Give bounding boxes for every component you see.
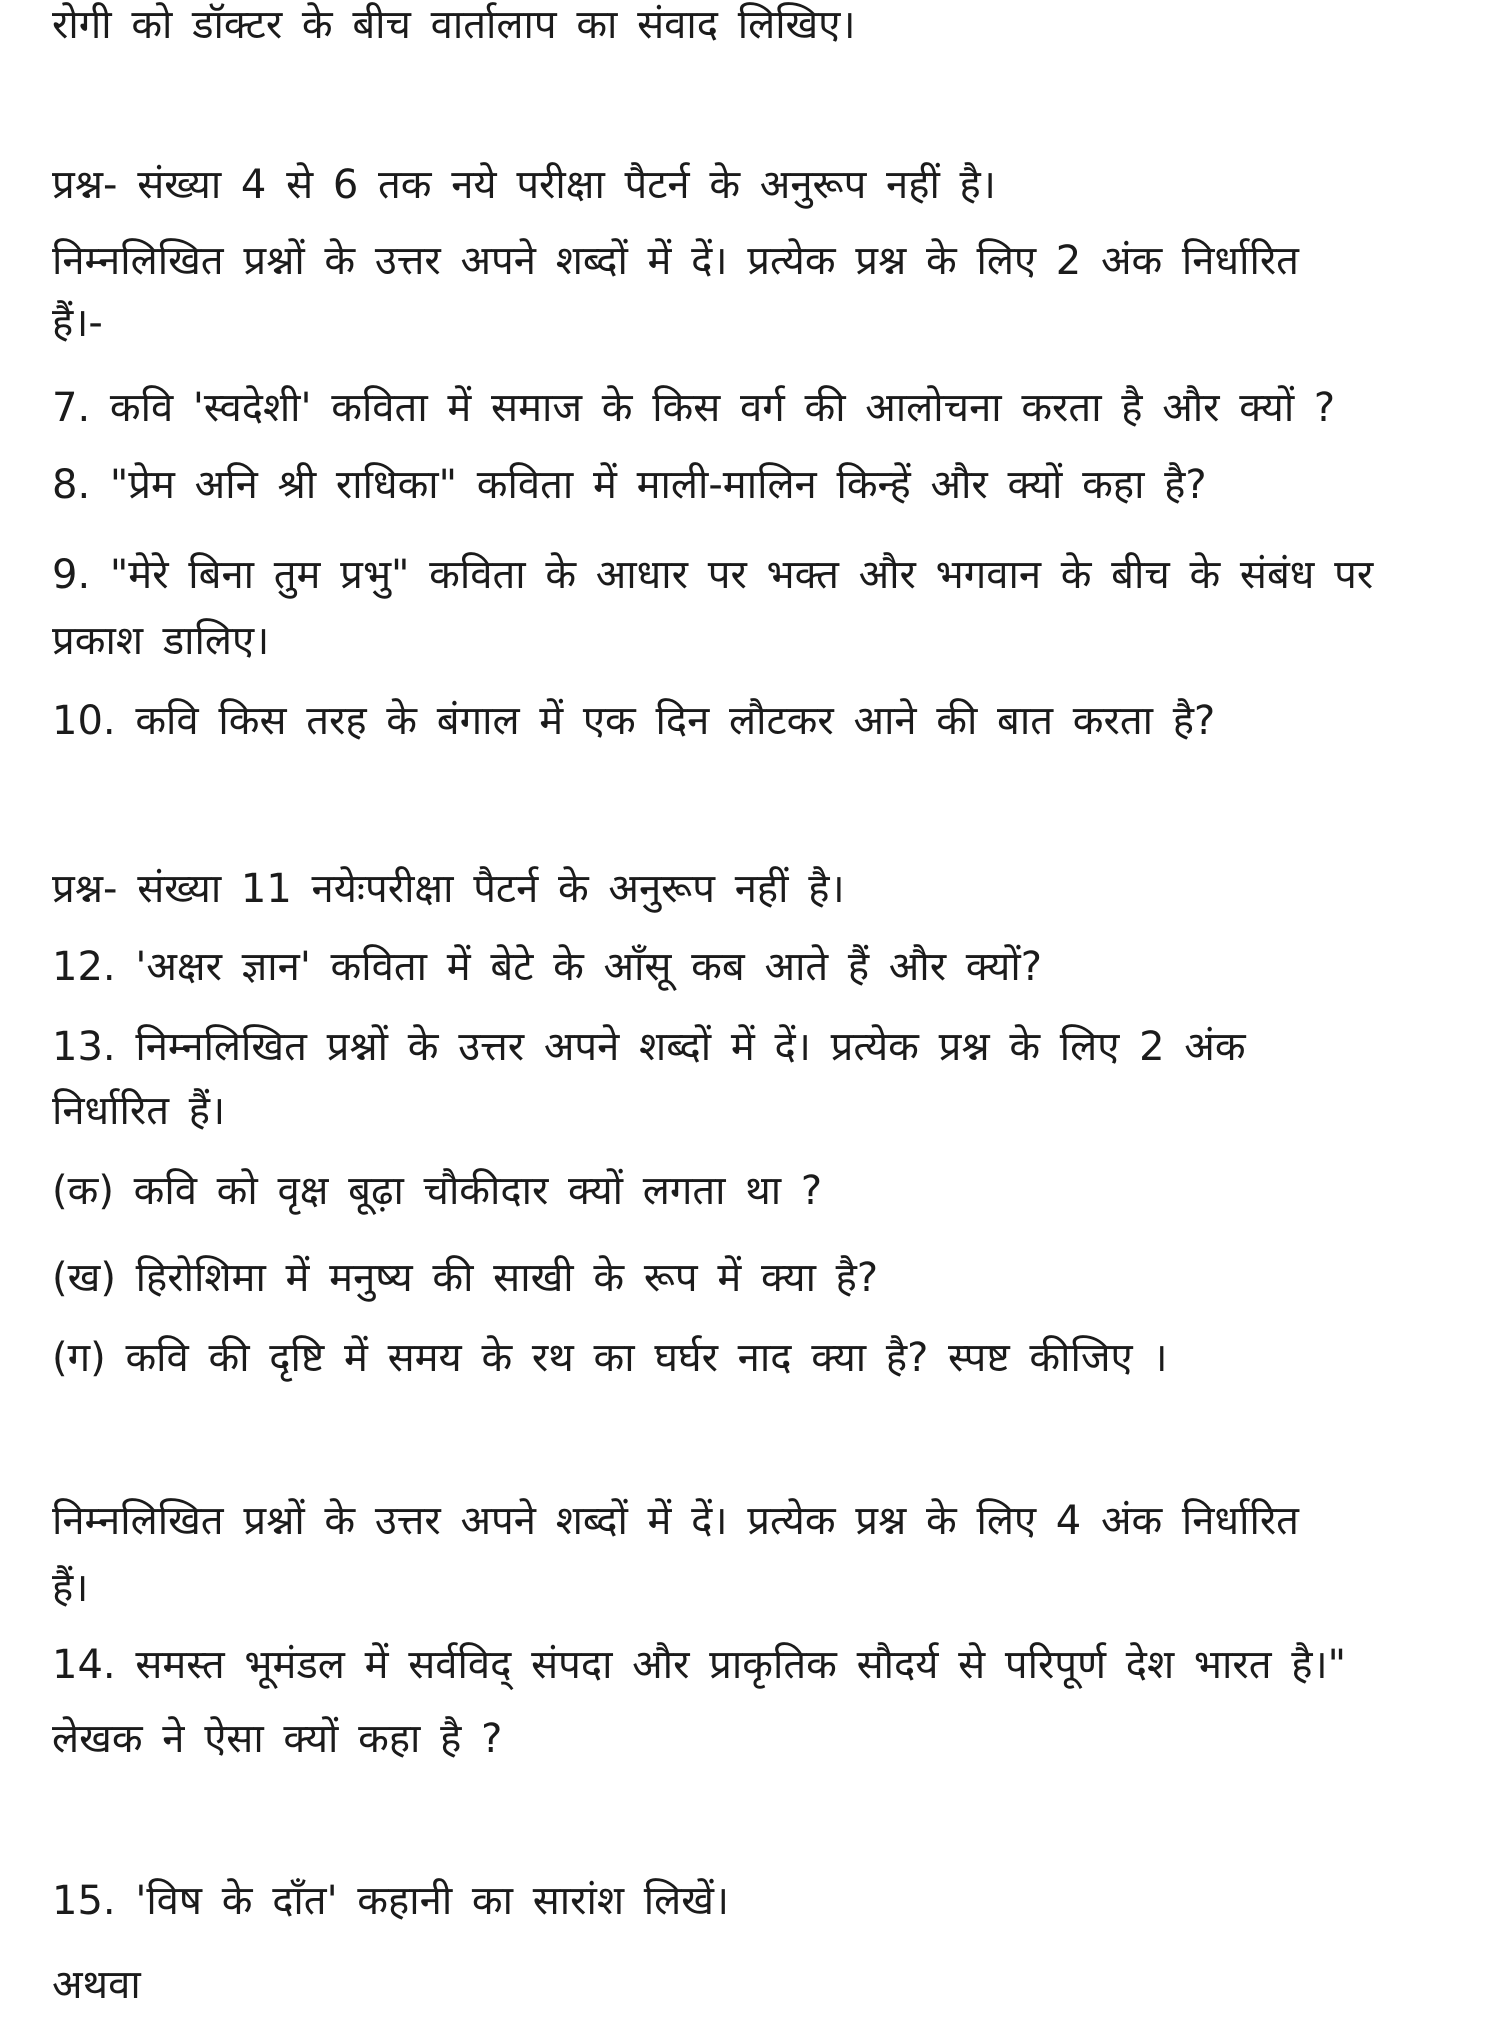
question-13-part-ka: (क) कवि को वृक्ष बूढ़ा चौकीदार क्यों लगता था ? bbox=[52, 1168, 823, 1214]
question-15: 15. 'विष के दाँत' कहानी का सारांश लिखें। bbox=[52, 1878, 730, 1924]
question-8: 8. "प्रेम अनि श्री राधिका" कविता में माली-मालिन किन्हें और क्यों कहा है? bbox=[52, 462, 1207, 508]
question-9-line2: प्रकाश डालिए। bbox=[52, 618, 270, 664]
question-7: 7. कवि 'स्वदेशी' कविता में समाज के किस वर्ग की आलोचना करता है और क्यों ? bbox=[52, 385, 1336, 431]
question-13-line1: 13. निम्नलिखित प्रश्नों के उत्तर अपने शब्दों में दें। प्रत्येक प्रश्न के लिए 2 अंक bbox=[52, 1024, 1246, 1070]
question-9-line1: 9. "मेरे बिना तुम प्रभु" कविता के आधार पर भक्त और भगवान के बीच के संबंध पर bbox=[52, 552, 1374, 598]
question-14-line2: लेखक ने ऐसा क्यों कहा है ? bbox=[52, 1716, 503, 1762]
note-question-11: प्रश्न- संख्या 11 नयेःपरीक्षा पैटर्न के अनुरूप नहीं है। bbox=[52, 866, 845, 912]
question-14-line1: 14. समस्त भूमंडल में सर्वविद् संपदा और प्राकृतिक सौदर्य से परिपूर्ण देश भारत है।" bbox=[52, 1642, 1347, 1688]
question-13-part-ga: (ग) कवि की दृष्टि में समय के रथ का घर्घर नाद क्या है? स्पष्ट कीजिए । bbox=[52, 1335, 1168, 1381]
question-13-part-kha: (ख) हिरोशिमा में मनुष्य की साखी के रूप में क्या है? bbox=[52, 1255, 879, 1301]
or-separator-label: अथवा bbox=[52, 1962, 141, 2008]
instruction-2-marks-line2: हैं।- bbox=[52, 300, 103, 346]
instruction-4-marks-line2: हैं। bbox=[52, 1565, 89, 1611]
instruction-4-marks-line1: निम्नलिखित प्रश्नों के उत्तर अपने शब्दों में दें। प्रत्येक प्रश्न के लिए 4 अंक निर्धारित bbox=[52, 1498, 1299, 1544]
note-questions-4-6: प्रश्न- संख्या 4 से 6 तक नये परीक्षा पैटर्न के अनुरूप नहीं है। bbox=[52, 162, 996, 208]
instruction-2-marks-line1: निम्नलिखित प्रश्नों के उत्तर अपने शब्दों में दें। प्रत्येक प्रश्न के लिए 2 अंक निर्धारित bbox=[52, 238, 1299, 284]
question-12: 12. 'अक्षर ज्ञान' कविता में बेटे के आँसू कब आते हैं और क्यों? bbox=[52, 944, 1042, 990]
question-10: 10. कवि किस तरह के बंगाल में एक दिन लौटकर आने की बात करता है? bbox=[52, 698, 1216, 744]
intro-line: रोगी को डॉक्टर के बीच वार्तालाप का संवाद लिखिए। bbox=[52, 2, 856, 48]
question-13-line2: निर्धारित हैं। bbox=[52, 1088, 226, 1134]
